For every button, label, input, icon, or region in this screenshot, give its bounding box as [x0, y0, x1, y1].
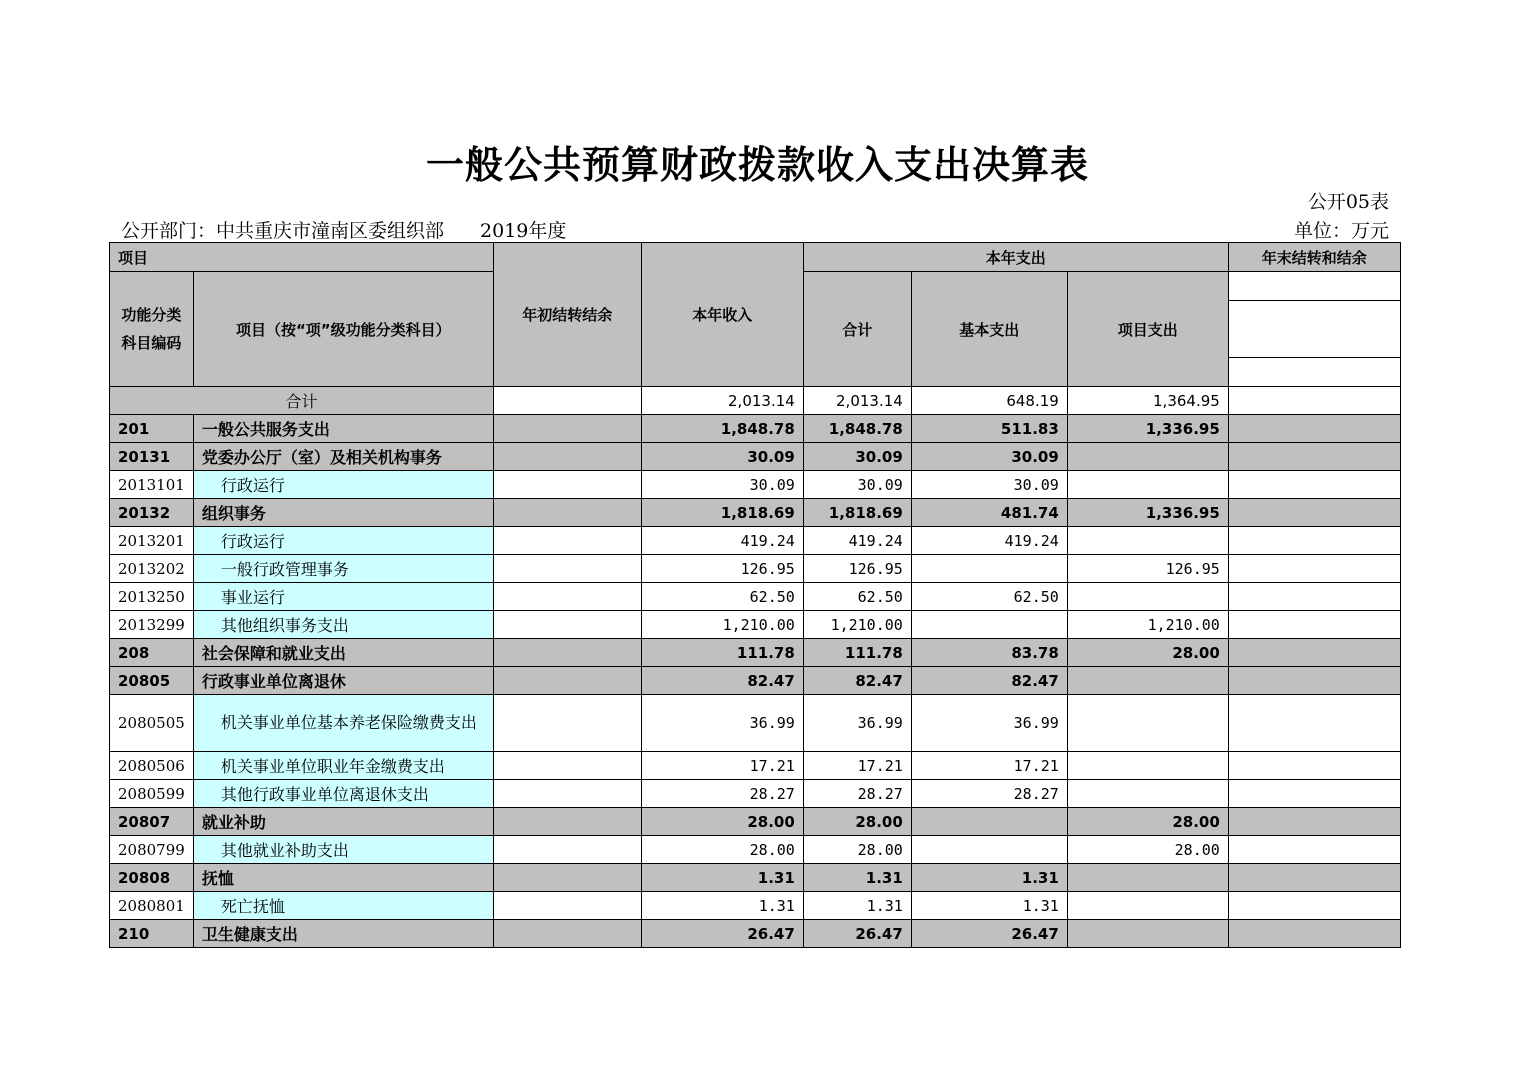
row-opening	[493, 864, 641, 892]
row-closing	[1228, 808, 1400, 836]
row-expense-total: 419.24	[803, 527, 911, 555]
row-expense-total: 26.47	[803, 920, 911, 948]
row-income: 1.31	[641, 892, 803, 920]
row-basic: 511.83	[911, 415, 1067, 443]
row-basic: 419.24	[911, 527, 1067, 555]
row-expense-total: 82.47	[803, 667, 911, 695]
row-basic	[911, 611, 1067, 639]
row-name: 社会保障和就业支出	[193, 639, 493, 667]
row-basic: 28.27	[911, 780, 1067, 808]
row-expense-total: 17.21	[803, 752, 911, 780]
table-row	[110, 471, 1401, 499]
header-expense-total: 合计	[803, 272, 911, 387]
row-expense-total: 28.27	[803, 780, 911, 808]
row-opening	[493, 752, 641, 780]
row-basic: 83.78	[911, 639, 1067, 667]
total-project: 1,364.95	[1067, 387, 1228, 415]
total-expense-total: 2,013.14	[803, 387, 911, 415]
row-code: 201	[110, 415, 194, 443]
row-closing	[1228, 415, 1400, 443]
table-row	[110, 611, 1401, 639]
fiscal-year: 2019年度	[480, 220, 567, 242]
row-project: 28.00	[1067, 836, 1228, 864]
row-closing	[1228, 667, 1400, 695]
row-basic: 1.31	[911, 864, 1067, 892]
row-expense-total: 126.95	[803, 555, 911, 583]
row-project	[1067, 583, 1228, 611]
row-income: 30.09	[641, 471, 803, 499]
row-opening	[493, 639, 641, 667]
row-name: 死亡抚恤	[193, 892, 493, 920]
row-name: 事业运行	[193, 583, 493, 611]
row-closing	[1228, 499, 1400, 527]
row-closing	[1228, 695, 1400, 752]
row-opening	[493, 920, 641, 948]
row-name: 其他行政事业单位离退休支出	[193, 780, 493, 808]
table-row	[110, 583, 1401, 611]
header-basic-expense: 基本支出	[911, 272, 1067, 387]
row-opening	[493, 443, 641, 471]
row-name: 行政运行	[193, 527, 493, 555]
table-row	[110, 808, 1401, 836]
row-opening	[493, 471, 641, 499]
table-row	[110, 443, 1401, 471]
row-income: 26.47	[641, 920, 803, 948]
row-project	[1067, 527, 1228, 555]
row-project	[1067, 471, 1228, 499]
row-name: 党委办公厅（室）及相关机构事务	[193, 443, 493, 471]
row-closing	[1228, 471, 1400, 499]
row-name: 抚恤	[193, 864, 493, 892]
row-closing	[1228, 892, 1400, 920]
total-row	[110, 387, 1401, 415]
row-code: 2013250	[110, 583, 194, 611]
total-closing	[1228, 387, 1400, 415]
header-current-income: 本年收入	[641, 243, 803, 387]
row-basic: 26.47	[911, 920, 1067, 948]
row-basic: 30.09	[911, 443, 1067, 471]
row-opening	[493, 555, 641, 583]
table-row	[110, 639, 1401, 667]
row-closing	[1228, 752, 1400, 780]
row-income: 30.09	[641, 443, 803, 471]
row-code: 2080799	[110, 836, 194, 864]
row-code: 20132	[110, 499, 194, 527]
row-basic: 82.47	[911, 667, 1067, 695]
row-income: 111.78	[641, 639, 803, 667]
header-project-expense: 项目支出	[1067, 272, 1228, 387]
header-project-name: 项目（按“项”级功能分类科目）	[193, 272, 493, 387]
row-expense-total: 62.50	[803, 583, 911, 611]
total-opening	[493, 387, 641, 415]
row-name: 行政运行	[193, 471, 493, 499]
row-project	[1067, 864, 1228, 892]
row-code: 2080506	[110, 752, 194, 780]
row-code: 2013299	[110, 611, 194, 639]
total-basic: 648.19	[911, 387, 1067, 415]
row-basic: 1.31	[911, 892, 1067, 920]
row-code: 20808	[110, 864, 194, 892]
row-income: 126.95	[641, 555, 803, 583]
row-name: 行政事业单位离退休	[193, 667, 493, 695]
row-name: 其他就业补助支出	[193, 836, 493, 864]
row-code: 2013201	[110, 527, 194, 555]
table-row	[110, 555, 1401, 583]
row-expense-total: 1.31	[803, 892, 911, 920]
row-opening	[493, 892, 641, 920]
row-code: 2080505	[110, 695, 194, 752]
row-expense-total: 111.78	[803, 639, 911, 667]
row-name: 卫生健康支出	[193, 920, 493, 948]
row-opening	[493, 583, 641, 611]
header-closing-balance: 年末结转和结余	[1228, 243, 1400, 272]
row-basic: 481.74	[911, 499, 1067, 527]
row-project	[1067, 780, 1228, 808]
header-func-code: 功能分类科目编码	[110, 272, 194, 387]
table-row	[110, 415, 1401, 443]
row-code: 20807	[110, 808, 194, 836]
row-opening	[493, 808, 641, 836]
row-opening	[493, 836, 641, 864]
table-row	[110, 836, 1401, 864]
row-project	[1067, 443, 1228, 471]
header-opening-balance: 年初结转结余	[493, 243, 641, 387]
form-number: 公开05表	[1307, 191, 1389, 213]
row-opening	[493, 611, 641, 639]
row-code: 210	[110, 920, 194, 948]
row-opening	[493, 499, 641, 527]
table-row	[110, 780, 1401, 808]
row-income: 28.00	[641, 836, 803, 864]
row-expense-total: 28.00	[803, 836, 911, 864]
table-row	[110, 752, 1401, 780]
row-expense-total: 1.31	[803, 864, 911, 892]
row-closing	[1228, 555, 1400, 583]
row-expense-total: 36.99	[803, 695, 911, 752]
header-closing-sub-3	[1228, 358, 1400, 387]
row-expense-total: 30.09	[803, 471, 911, 499]
row-name: 一般公共服务支出	[193, 415, 493, 443]
row-project	[1067, 667, 1228, 695]
table-row	[110, 920, 1401, 948]
row-project	[1067, 695, 1228, 752]
row-name: 机关事业单位职业年金缴费支出	[193, 752, 493, 780]
row-code: 2080801	[110, 892, 194, 920]
row-opening	[493, 695, 641, 752]
row-closing	[1228, 583, 1400, 611]
row-code: 2013202	[110, 555, 194, 583]
row-expense-total: 1,848.78	[803, 415, 911, 443]
row-closing	[1228, 527, 1400, 555]
table-row	[110, 667, 1401, 695]
row-income: 62.50	[641, 583, 803, 611]
row-name: 就业补助	[193, 808, 493, 836]
unit-label: 单位：万元	[1293, 220, 1389, 242]
row-name: 组织事务	[193, 499, 493, 527]
row-code: 20131	[110, 443, 194, 471]
row-basic: 36.99	[911, 695, 1067, 752]
table-row	[110, 499, 1401, 527]
header-project: 项目	[110, 243, 494, 272]
header-closing-sub-1	[1228, 272, 1400, 301]
row-closing	[1228, 836, 1400, 864]
row-expense-total: 28.00	[803, 808, 911, 836]
row-expense-total: 30.09	[803, 443, 911, 471]
page-title: 一般公共预算财政拨款收入支出决算表	[425, 143, 1089, 187]
row-closing	[1228, 780, 1400, 808]
table-row	[110, 527, 1401, 555]
row-basic	[911, 808, 1067, 836]
row-expense-total: 1,210.00	[803, 611, 911, 639]
row-project: 28.00	[1067, 639, 1228, 667]
row-closing	[1228, 443, 1400, 471]
row-closing	[1228, 864, 1400, 892]
row-basic: 17.21	[911, 752, 1067, 780]
row-income: 17.21	[641, 752, 803, 780]
row-project: 28.00	[1067, 808, 1228, 836]
row-closing	[1228, 639, 1400, 667]
row-income: 1,210.00	[641, 611, 803, 639]
table-row	[110, 892, 1401, 920]
header-current-expense: 本年支出	[803, 243, 1228, 272]
row-code: 2013101	[110, 471, 194, 499]
row-name: 机关事业单位基本养老保险缴费支出	[193, 695, 493, 752]
department-name: 公开部门：中共重庆市潼南区委组织部	[121, 220, 445, 242]
row-opening	[493, 780, 641, 808]
row-income: 82.47	[641, 667, 803, 695]
row-income: 36.99	[641, 695, 803, 752]
row-project	[1067, 752, 1228, 780]
row-basic: 30.09	[911, 471, 1067, 499]
row-project	[1067, 920, 1228, 948]
row-project: 1,210.00	[1067, 611, 1228, 639]
header-closing-sub-2	[1228, 301, 1400, 358]
row-basic	[911, 555, 1067, 583]
row-code: 20805	[110, 667, 194, 695]
row-project: 126.95	[1067, 555, 1228, 583]
budget-table	[109, 242, 1401, 948]
total-label: 合计	[110, 387, 494, 415]
row-income: 28.27	[641, 780, 803, 808]
total-income: 2,013.14	[641, 387, 803, 415]
row-code: 208	[110, 639, 194, 667]
row-name: 其他组织事务支出	[193, 611, 493, 639]
row-opening	[493, 527, 641, 555]
row-opening	[493, 415, 641, 443]
department-line	[121, 216, 566, 243]
row-income: 1,818.69	[641, 499, 803, 527]
row-expense-total: 1,818.69	[803, 499, 911, 527]
row-basic: 62.50	[911, 583, 1067, 611]
row-closing	[1228, 611, 1400, 639]
row-project	[1067, 892, 1228, 920]
table-row	[110, 695, 1401, 752]
row-closing	[1228, 920, 1400, 948]
row-opening	[493, 667, 641, 695]
row-name: 一般行政管理事务	[193, 555, 493, 583]
row-code: 2080599	[110, 780, 194, 808]
row-income: 419.24	[641, 527, 803, 555]
row-project: 1,336.95	[1067, 499, 1228, 527]
table-row	[110, 864, 1401, 892]
row-basic	[911, 836, 1067, 864]
row-income: 1,848.78	[641, 415, 803, 443]
row-income: 28.00	[641, 808, 803, 836]
row-project: 1,336.95	[1067, 415, 1228, 443]
row-income: 1.31	[641, 864, 803, 892]
